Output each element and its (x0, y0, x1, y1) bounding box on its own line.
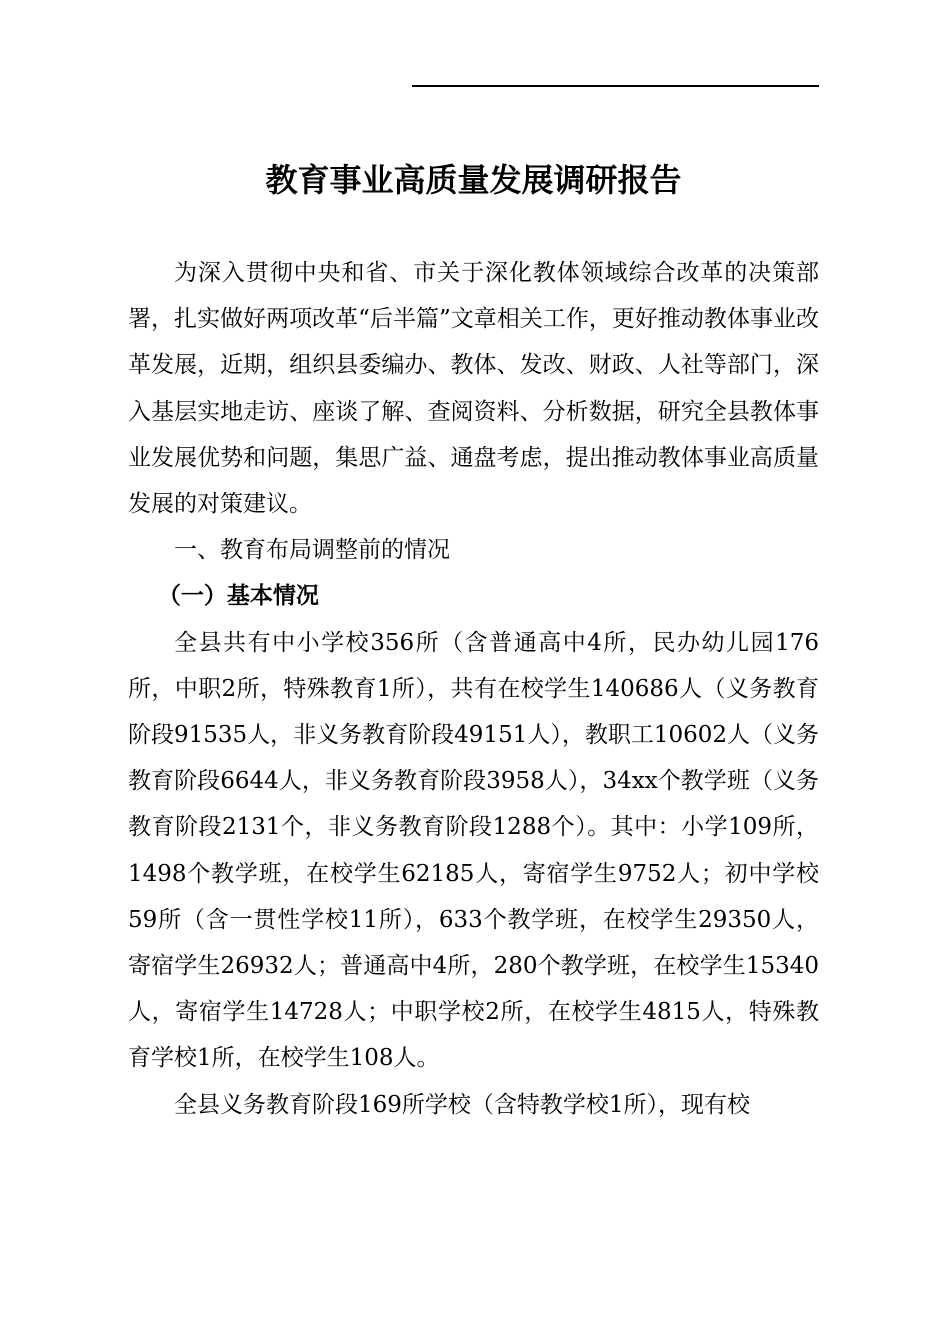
document-body (128, 250, 819, 1128)
basic-info-paragraph: 全县共有中小学校356所（含普通高中4所，民办幼儿园176所，中职2所，特殊教育1所），共有在校学生140686人（义务教育阶段91535人，非义务教育阶段49151人），教职工10602人（义务教育阶段6644人，非义务教育阶段3958人），34xx个教学班（义务教育阶段2131个，非义务教育阶段1288个）。其中：小学109所，1498个教学班，在校学生62185人，寄宿学生9752人；初中学校59所（含一贯性学校11所），633个教学班，在校学生29350人，寄宿学生26932人；普通高中4所，280个教学班，在校学生15340人，寄宿学生14728人；中职学校2所，在校学生4815人，特殊教育学校1所，在校学生108人。 (128, 629, 819, 1072)
header-rule (412, 85, 819, 87)
subsection-heading: （一）基本情况 (157, 582, 319, 610)
intro-paragraph: 为深入贯彻中央和省、市关于深化教体领域综合改革的决策部署，扎实做好两项改革“后半篇”文章相关工作，更好推动教体事业改革发展，近期，组织县委编办、教体、发改、财政、人社等部门，深入基层实地走访、座谈了解、查阅资料、分析数据，研究全县教体事业发展优势和问题，集思广益、通盘考虑，提出推动教体事业高质量发展的对策建议。 (128, 260, 819, 518)
section-heading: 一、教育布局调整前的情况 (174, 537, 450, 564)
document-title: 教育事业高质量发展调研报告 (265, 161, 682, 199)
compulsory-education-paragraph: 全县义务教育阶段169所学校（含特教学校1所），现有校 (174, 1091, 751, 1118)
